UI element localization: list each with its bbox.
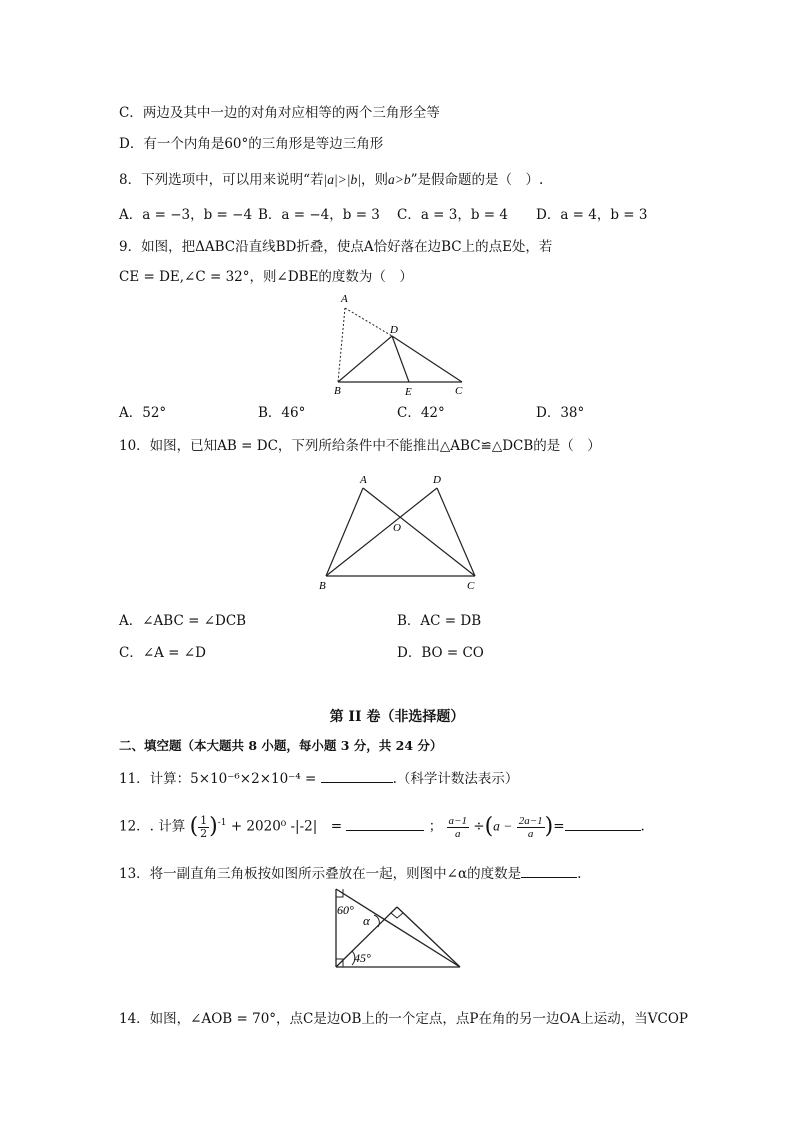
q13-set-squares-figure — [330, 885, 470, 975]
q12-fraction-1: $\frac{1}{2}$ — [200, 813, 208, 840]
q12-div: ÷ — [473, 818, 485, 835]
q9-option-b: B．46° — [258, 405, 306, 421]
q13-answer-blank[interactable] — [521, 863, 577, 878]
q12-exponent: -1 — [217, 818, 227, 828]
q10-label-d: D — [433, 474, 441, 486]
q12-mid: + 2020⁰ -|-2| = — [230, 818, 343, 835]
q9-label-e: E — [405, 386, 412, 398]
prev-option-d: D．有一个内角是60°的三角形是等边三角形 — [119, 136, 384, 152]
q8-stem-b: ，则 — [360, 172, 388, 188]
q10-figure — [315, 470, 485, 595]
q12-answer-blank-1[interactable] — [346, 816, 424, 831]
q8-stem — [119, 171, 543, 189]
q10-option-c: C．∠A = ∠D — [119, 645, 206, 661]
q8-abs: |a|>|b| — [323, 172, 361, 187]
prev-option-c: C．两边及其中一边的对角对应相等的两个三角形全等 — [119, 105, 440, 121]
q8-option-b: B．a = −4，b = 3 — [258, 207, 380, 223]
q12-sep: ； — [428, 818, 443, 835]
q13-stem — [119, 863, 581, 883]
q13-label-alpha: α — [363, 913, 370, 928]
q13-label-60: 60° — [337, 903, 354, 917]
q9-option-c: C．42° — [397, 405, 445, 421]
part2-title: 二、填空题（本大题共 8 小题，每小题 3 分，共 24 分） — [119, 738, 443, 753]
q10-label-a: A — [360, 474, 367, 486]
q9-label-a: A — [341, 293, 348, 305]
q10-label-b: B — [319, 580, 326, 592]
q12-answer-blank-2[interactable] — [565, 816, 641, 831]
q9-stem-line1: 9．如图，把ΔABC沿直线BD折叠，使点A恰好落在边BC上的点E处，若 — [119, 239, 553, 255]
q12-f3-pre: a − — [493, 818, 513, 834]
q12-fraction-2: $\frac{a-1}{a}$ — [448, 814, 467, 840]
q12-stem: 12．. 计算 ( $\frac{1}{2}$ )$^{-1}$ + 2020⁰ -|-2| = ； $\frac{a-1}{a}$ ÷(a − $\frac{2a-1}{a}$ )= . — [119, 813, 645, 840]
q9-option-a: A．52° — [119, 405, 167, 421]
q11-tail: .（科学计数法表示） — [392, 771, 519, 787]
q11-answer-blank[interactable] — [321, 768, 393, 783]
q9-stem-line2: CE = DE,∠C = 32°，则∠DBE的度数为（ ） — [119, 269, 413, 285]
q8-stem-a: 8．下列选项中，可以用来说明“若 — [119, 172, 324, 188]
q9-label-b: B — [334, 385, 341, 397]
q11-text: 11．计算：5×10⁻⁶×2×10⁻⁴ = — [119, 771, 317, 787]
q9-option-d: D．38° — [536, 405, 585, 421]
q9-triangle-figure — [325, 290, 475, 400]
q8-conclusion: a>b — [387, 172, 411, 187]
q10-label-o: O — [393, 522, 401, 534]
q12-end: . — [640, 818, 645, 835]
q13-label-45: 45° — [354, 951, 371, 965]
q8-stem-c: ”是假命题的是（ ）. — [410, 172, 544, 188]
q8-option-c: C．a = 3，b = 4 — [397, 207, 508, 223]
q10-stem: 10．如图，已知AB = DC，下列所给条件中不能推出△ABC≌△DCB的是（ ） — [119, 438, 601, 454]
q12-lead: 12．. 计算 — [119, 818, 186, 835]
q14-stem: 14．如图，∠AOB = 70°，点C是边OB上的一个定点，点P在角的另一边OA上运动，当VCOP — [119, 1011, 688, 1027]
q10-option-b: B．AC = DB — [397, 613, 482, 629]
q10-option-d: D．BO = CO — [397, 645, 484, 661]
q13-end: . — [577, 866, 582, 882]
q9-label-d: D — [390, 324, 398, 336]
q12-eq: = — [553, 818, 565, 835]
section-title: 第 II 卷（非选择题） — [329, 709, 465, 725]
q13-text: 13．将一副直角三角板按如图所示叠放在一起，则图中∠α的度数是 — [119, 866, 522, 882]
q8-option-d: D．a = 4，b = 3 — [536, 207, 648, 223]
q10-option-a: A．∠ABC = ∠DCB — [119, 613, 247, 629]
q10-label-c: C — [467, 580, 475, 592]
q11-stem — [119, 768, 518, 788]
q8-option-a: A．a = −3，b = −4 — [119, 207, 253, 223]
q9-label-c: C — [455, 385, 463, 397]
q12-fraction-3: $\frac{2a-1}{a}$ — [518, 814, 543, 840]
